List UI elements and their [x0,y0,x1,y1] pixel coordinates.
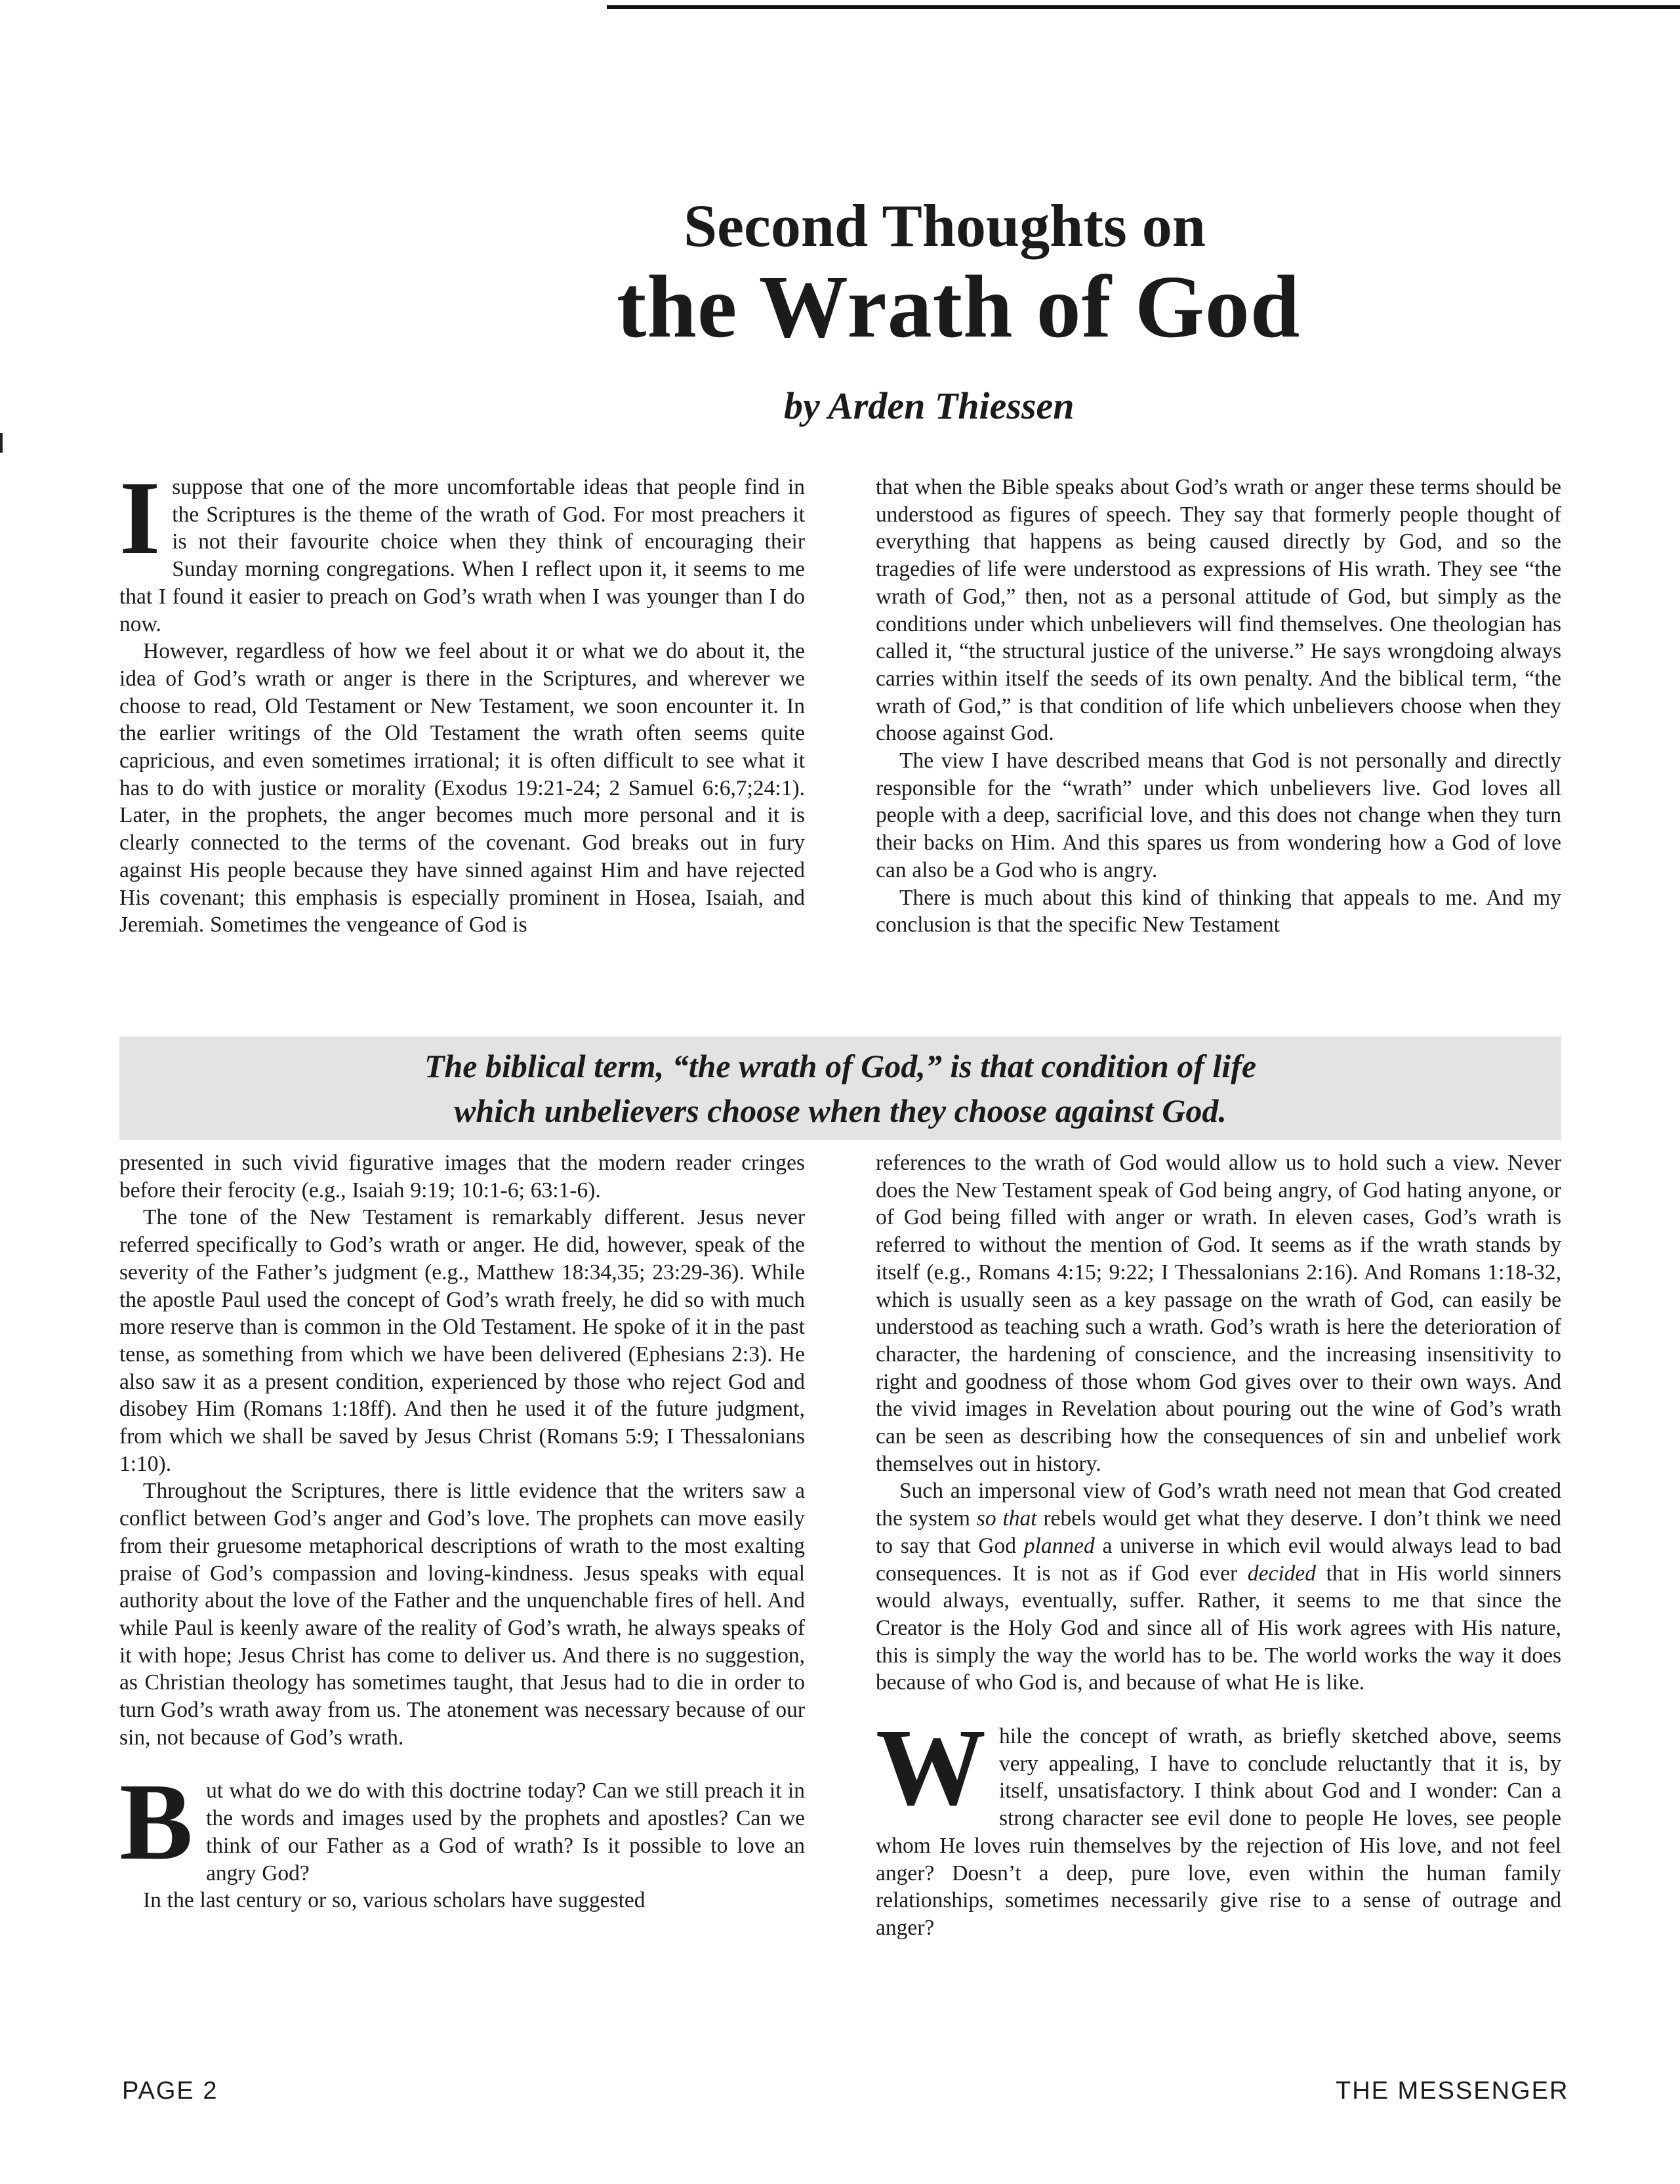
drop-cap: B [119,1761,194,1884]
text-run: rebels would get what they deserve. I don’t think we need to say that God [876,1506,1562,1558]
margin-mark [0,433,3,453]
text-run: a universe in which evil would always lead to bad consequences. It is not as if God ever [876,1533,1562,1586]
paragraph-text: hile the concept of wrath, as briefly sketched above, seems very appealing, I have to conclude reluctantly that it is, by itself, unsatisfactory. I think about God and I wonder: Can a strong character see evil done to people He loves, see people whom He loves ruin themselves by the rejection of His love, and not feel anger? Doesn’t a deep, pure love, even within the human family relationships, sometimes necessarily give rise to a sense of outrage and anger? [876,1724,1561,1940]
paragraph: In the last century or so, various scholars have suggested [143,1888,645,1913]
emphasis: decided [1247,1561,1316,1586]
paragraph: The tone of the New Testament is remarkably different. Jesus never referred specifically to God’s wrath or anger. He did, however, speak of the severity of the Father’s judgment (e.g., Matthew 18:34,35; 23:29-36). While the apostle Paul used the concept of God’s wrath freely, he did so with much more reserve than is common in the Old Testament. He spoke of it in the past tense, as something from which we have been delivered (Ephesians 2:3). He also saw it as a present condition, experienced by those who reject God and disobey Him (Romans 1:18ff). And then he used it of the future judgment, from which we shall be saved by Jesus Christ (Romans 5:9; I Thessalonians 1:10). [119,1205,805,1476]
paragraph [119,1761,805,1887]
text-run: that in His world sinners would always, eventually, suffer. Rather, it seems to me that since the Creator is the Holy God and since all of His work agrees with His nature, this is simply the way the world has to be. The world works the way it does because of who God is, and because of what He is like. [876,1561,1561,1695]
pull-quote-line-1: The biblical term, “the wrath of God,” is that condition of life [424,1048,1257,1084]
drop-cap: W [876,1706,986,1829]
title-line-1: Second Thoughts on [684,192,1206,259]
column-4 [876,1149,1561,1942]
emphasis: so that [976,1506,1037,1531]
paragraph: Throughout the Scriptures, there is little evidence that the writers saw a conflict between God’s anger and God’s love. The prophets can move easily from their gruesome metaphorical descriptions of wrath to the most exalting praise of God’s compassion and loving-kindness. Jesus speaks with equal authority about the love of the Father and the unquenchable fires of hell. And while Paul is keenly aware of the reality of God’s wrath, he always speaks of it with hope; Jesus Christ has come to deliver us. And there is no suggestion, as Christian theology has sometimes taught, that Jesus had to die in order to turn God’s wrath away from us. The atonement was necessary because of our sin, not because of God’s wrath. [119,1479,805,1750]
paragraph-text: suppose that one of the more uncomfortable ideas that people find in the Scriptures is the theme of the wrath of God. For most preachers it is not their favourite choice when they think of encouraging their Sunday morning congregations. When I reflect upon it, it seems to me that I found it easier to preach on God’s wrath when I was younger than I do now. [119,475,805,636]
paragraph: There is much about this kind of thinking that appeals to me. And my conclusion is that the specific New Testament [876,885,1561,937]
column-1 [119,459,805,939]
column-2 [876,474,1561,939]
page-number: PAGE 2 [122,2077,218,2105]
paragraph: The view I have described means that God is not personally and directly responsible for the “wrath” under which unbelievers live. God loves all people with a deep, sacrificial love, and this does not change when they turn their backs on Him. And this spares us from wondering how a God of love can also be a God who is angry. [876,749,1561,882]
paragraph [119,459,805,638]
paragraph-text: ut what do we do with this doctrine today? Can we still preach it in the words and images used by the prophets and apostles? Can we think of our Father as a God of wrath? Is it possible to love an angry God? [206,1779,805,1885]
title-line-2: the Wrath of God [617,258,1301,356]
top-rule [607,5,1680,9]
paragraph: that when the Bible speaks about God’s wrath or anger these terms should be understood as figures of speech. They say that formerly people thought of everything that happens as being caused directly by God, and so the tragedies of life were understood as expressions of His wrath. They see “the wrath of God,” then, not as a personal attitude of God, but simply as the conditions under which unbelievers will find themselves. One theologian has called it, “the structural justice of the universe.” He says wrongdoing always carries within itself the seeds of its own penalty. And the biblical term, “the wrath of God,” is that condition of life which unbelievers choose when they choose against God. [876,475,1561,746]
pull-quote-line-2: which unbelievers choose when they choose against God. [454,1092,1227,1129]
publication-name: THE MESSENGER [1336,2077,1569,2105]
emphasis: planned [1023,1533,1095,1558]
paragraph: presented in such vivid figurative images that the modern reader cringes before their ferocity (e.g., Isaiah 9:19; 10:1-6; 63:1-6). [119,1151,805,1203]
byline: by Arden Thiessen [784,384,1075,427]
paragraph: references to the wrath of God would allow us to hold such a view. Never does the New Testament speak of God being angry, of God hating anyone, or of God being filled with anger or wrath. In eleven cases, God’s wrath is referred to without the mention of God. It seems as if the wrath stands by itself (e.g., Romans 4:15; 9:22; I Thessalonians 2:16). And Romans 1:18-32, which is usually seen as a key passage on the wrath of God, can easily be understood as teaching such a wrath. God’s wrath is here the deterioration of character, the hardening of conscience, and the increasing insensitivity to right and goodness of those whom God gives over to their own ways. And the vivid images in Revelation about pouring out the wine of God’s wrath can be seen as describing how the consequences of sin and unbelief work themselves out in history. [876,1151,1561,1476]
paragraph [876,1706,1561,1942]
text-run: Such an impersonal view of God’s wrath need not mean that God created the system [876,1479,1561,1531]
paragraph [876,1477,1561,1697]
column-3 [119,1149,805,1914]
pull-quote [119,1037,1561,1140]
paragraph: However, regardless of how we feel about it or what we do about it, the idea of God’s wrath or anger is there in the Scriptures, and wherever we choose to read, Old Testament or New Testament, we soon encounter it. In the earlier writings of the Old Testament the wrath often seems quite capricious, and even sometimes irrational; it is often difficult to see what it has to do with justice or morality (Exodus 19:21-24; 2 Samuel 6:6,7;24:1). Later, in the prophets, the anger becomes much more personal and it is clearly connected to the terms of the covenant. God breaks out in fury against His people because they have sinned against Him and have rejected His covenant; this emphasis is especially prominent in Hosea, Isaiah, and Jeremiah. Sometimes the vengeance of God is [119,639,805,937]
drop-cap: I [119,459,161,576]
